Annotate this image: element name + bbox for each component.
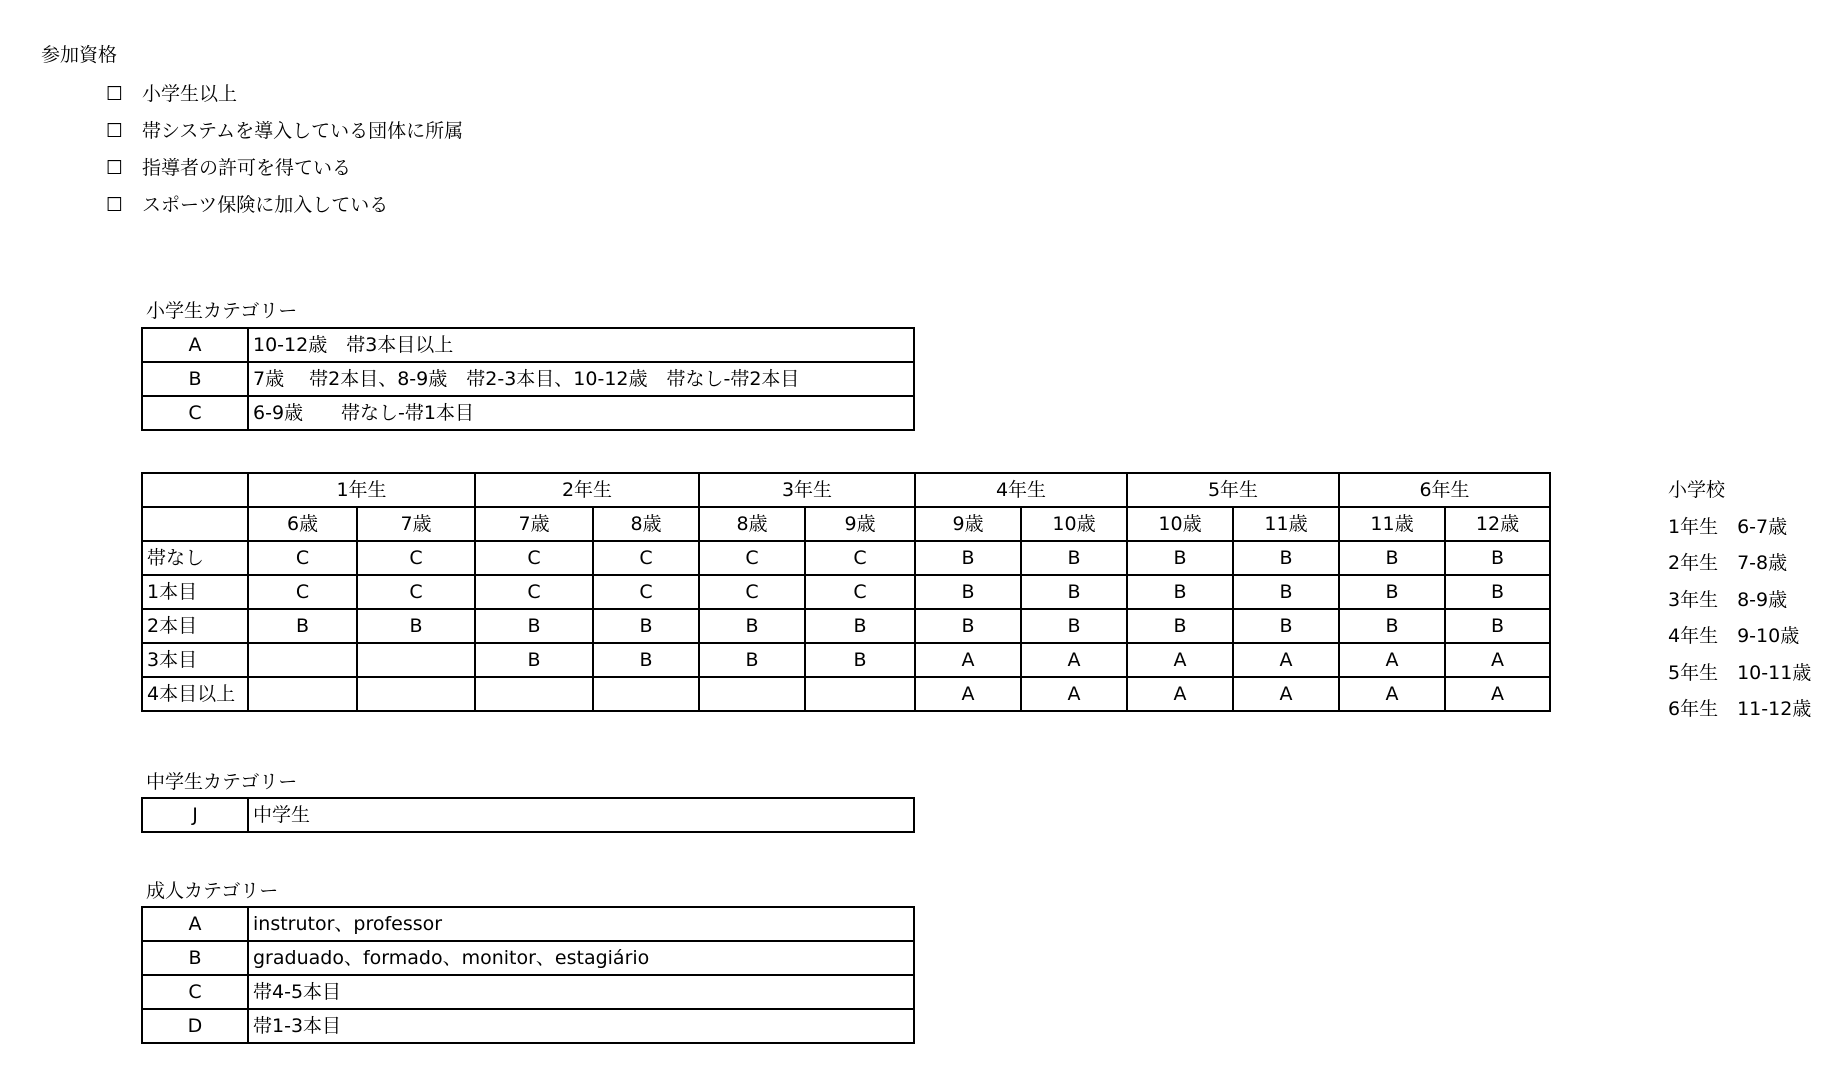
grade-belt-grid	[141, 472, 1551, 712]
category-code: J	[142, 798, 248, 832]
grid-cell: A	[1233, 643, 1339, 677]
grid-cell: C	[248, 575, 357, 609]
category-code: B	[142, 941, 248, 975]
grade-header-row	[142, 473, 1550, 507]
grid-cell: B	[1233, 575, 1339, 609]
category-desc: 中学生	[248, 798, 914, 832]
grid-cell: C	[805, 541, 915, 575]
grid-cell: A	[1127, 677, 1233, 711]
grid-cell: B	[1445, 541, 1550, 575]
qualification-item	[106, 150, 463, 187]
school-age-item: 2年生 7-8歳	[1668, 552, 1788, 574]
grade-header: 1年生	[248, 473, 475, 507]
category-code: C	[142, 975, 248, 1009]
category-desc: graduado、formado、monitor、estagiário	[248, 941, 914, 975]
grid-cell: A	[915, 677, 1021, 711]
grid-cell: C	[593, 541, 699, 575]
grid-cell: B	[475, 609, 593, 643]
category-code: C	[142, 396, 248, 430]
grade-header: 6年生	[1339, 473, 1550, 507]
grid-cell	[475, 677, 593, 711]
grid-cell: A	[1339, 677, 1445, 711]
age-header: 6歳	[248, 507, 357, 541]
grid-cell: A	[1021, 677, 1127, 711]
grid-cell: B	[915, 609, 1021, 643]
elementary-category-table	[141, 327, 915, 431]
school-age-item: 1年生 6-7歳	[1668, 515, 1788, 538]
table-row	[142, 975, 914, 1009]
age-header: 8歳	[593, 507, 699, 541]
grid-cell: B	[248, 609, 357, 643]
grid-cell	[805, 677, 915, 711]
grid-cell: B	[1021, 609, 1127, 643]
age-header: 12歳	[1445, 507, 1550, 541]
grid-cell: B	[805, 643, 915, 677]
grid-cell: B	[1233, 609, 1339, 643]
grid-cell: A	[1445, 677, 1550, 711]
grid-cell: B	[1339, 609, 1445, 643]
belt-label: 2本目	[142, 609, 248, 643]
grid-cell	[699, 677, 805, 711]
grid-cell: B	[1445, 575, 1550, 609]
age-header: 11歳	[1233, 507, 1339, 541]
qualification-text: 指導者の許可を得ている	[142, 157, 352, 179]
grade-header: 3年生	[699, 473, 915, 507]
qualification-text: スポーツ保険に加入している	[142, 194, 389, 216]
category-desc: 7歳 帯2本目、8-9歳 帯2-3本目、10-12歳 帯なし-帯2本目	[248, 362, 914, 396]
grid-cell: B	[593, 643, 699, 677]
grid-cell: C	[593, 575, 699, 609]
grid-cell: C	[699, 575, 805, 609]
age-header: 10歳	[1021, 507, 1127, 541]
table-row	[142, 362, 914, 396]
age-header: 9歳	[805, 507, 915, 541]
table-row	[142, 643, 1550, 677]
grid-cell: B	[699, 609, 805, 643]
grid-cell: B	[475, 643, 593, 677]
grid-cell: B	[1233, 541, 1339, 575]
table-row	[142, 328, 914, 362]
junior-category-table	[141, 797, 915, 833]
table-row	[142, 907, 914, 941]
page-title: 参加資格	[41, 44, 118, 66]
grid-cell: B	[1127, 575, 1233, 609]
grid-cell: C	[248, 541, 357, 575]
category-code: B	[142, 362, 248, 396]
grid-cell: C	[699, 541, 805, 575]
table-row	[142, 575, 1550, 609]
qualification-list	[106, 76, 463, 224]
table-row	[142, 798, 914, 832]
age-header: 7歳	[357, 507, 475, 541]
grid-cell: C	[475, 575, 593, 609]
age-header: 10歳	[1127, 507, 1233, 541]
grade-header: 5年生	[1127, 473, 1339, 507]
belt-label: 1本目	[142, 575, 248, 609]
school-age-title: 小学校	[1668, 479, 1726, 501]
belt-label: 帯なし	[142, 541, 248, 575]
table-row	[142, 941, 914, 975]
school-age-item: 3年生 8-9歳	[1668, 588, 1788, 611]
table-row	[142, 1009, 914, 1043]
age-header: 8歳	[699, 507, 805, 541]
elementary-category-title: 小学生カテゴリー	[146, 300, 298, 322]
grid-cell: C	[357, 541, 475, 575]
grid-cell	[357, 643, 475, 677]
grid-cell: B	[1445, 609, 1550, 643]
qualification-item	[106, 76, 463, 113]
grid-cell: A	[1127, 643, 1233, 677]
qualification-item	[106, 113, 463, 150]
age-header: 7歳	[475, 507, 593, 541]
category-desc: 帯4-5本目	[248, 975, 914, 1009]
grid-cell	[593, 677, 699, 711]
qualification-text: 帯システムを導入している団体に所属	[142, 120, 464, 142]
table-row	[142, 541, 1550, 575]
grid-cell: C	[475, 541, 593, 575]
grid-cell: B	[1021, 575, 1127, 609]
grid-cell: B	[915, 541, 1021, 575]
grid-cell: B	[1339, 541, 1445, 575]
belt-label: 4本目以上	[142, 677, 248, 711]
grid-cell: A	[1021, 643, 1127, 677]
grade-header: 4年生	[915, 473, 1127, 507]
age-header: 11歳	[1339, 507, 1445, 541]
grid-cell: A	[1445, 643, 1550, 677]
grid-cell: B	[1127, 609, 1233, 643]
corner-cell	[142, 473, 248, 507]
category-code: A	[142, 328, 248, 362]
grid-cell	[248, 677, 357, 711]
table-row	[142, 677, 1550, 711]
grid-cell: B	[357, 609, 475, 643]
category-desc: 帯1-3本目	[248, 1009, 914, 1043]
checkbox-icon[interactable]: ☐	[106, 120, 124, 142]
grid-cell: B	[699, 643, 805, 677]
school-age-item: 6年生 11-12歳	[1668, 698, 1812, 720]
checkbox-icon[interactable]: ☐	[106, 83, 124, 105]
adult-category-table	[141, 906, 915, 1044]
grid-cell	[357, 677, 475, 711]
category-code: D	[142, 1009, 248, 1043]
school-age-item: 4年生 9-10歳	[1668, 625, 1800, 647]
checkbox-icon[interactable]: ☐	[106, 194, 124, 216]
age-header-row	[142, 507, 1550, 541]
table-row	[142, 609, 1550, 643]
grid-cell: A	[915, 643, 1021, 677]
checkbox-icon[interactable]: ☐	[106, 157, 124, 179]
qualification-text: 小学生以上	[142, 83, 238, 105]
grid-cell	[248, 643, 357, 677]
category-desc: 6-9歳 帯なし-帯1本目	[248, 396, 914, 430]
grid-cell: B	[1127, 541, 1233, 575]
grid-cell: C	[357, 575, 475, 609]
grid-cell: B	[805, 609, 915, 643]
category-desc: instrutor、professor	[248, 907, 914, 941]
table-row	[142, 396, 914, 430]
grid-cell: A	[1339, 643, 1445, 677]
belt-label: 3本目	[142, 643, 248, 677]
school-age-list	[1668, 472, 1811, 728]
junior-category-title: 中学生カテゴリー	[146, 771, 298, 793]
school-age-item: 5年生 10-11歳	[1668, 661, 1812, 684]
grid-cell: B	[1339, 575, 1445, 609]
grade-header: 2年生	[475, 473, 699, 507]
category-desc: 10-12歳 帯3本目以上	[248, 328, 914, 362]
grid-cell: A	[1233, 677, 1339, 711]
qualification-item	[106, 187, 463, 224]
corner-cell	[142, 507, 248, 541]
category-code: A	[142, 907, 248, 941]
grid-cell: B	[1021, 541, 1127, 575]
age-header: 9歳	[915, 507, 1021, 541]
adult-category-title: 成人カテゴリー	[146, 880, 279, 902]
grid-cell: B	[915, 575, 1021, 609]
grid-cell: C	[805, 575, 915, 609]
grid-cell: B	[593, 609, 699, 643]
